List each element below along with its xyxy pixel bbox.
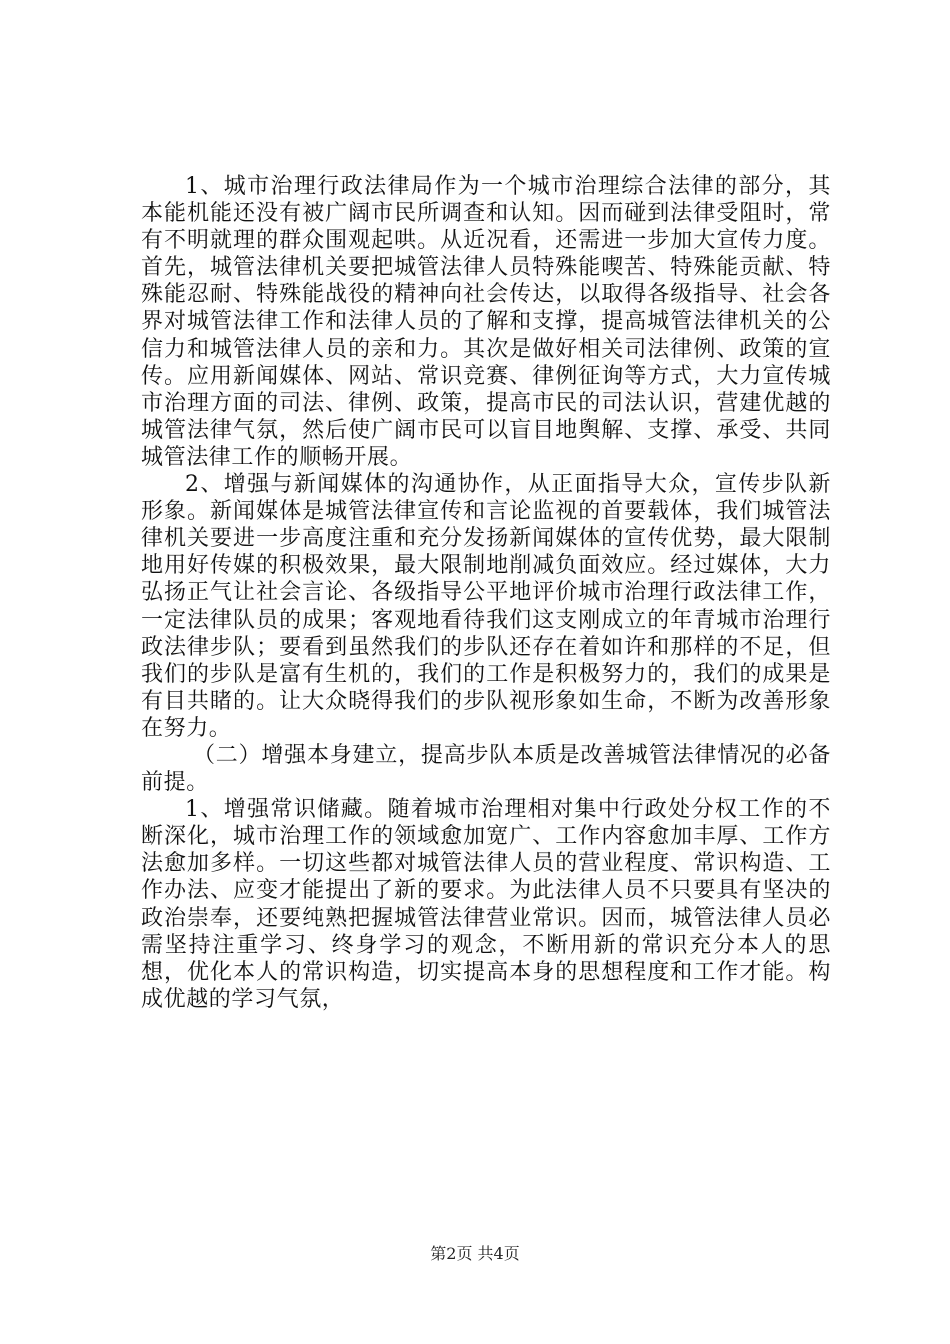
paragraph-1: 1、城市治理行政法律局作为一个城市治理综合法律的部分，其本能机能还没有被广阔市民所调查和认知。因而碰到法律受阻时，常有不明就理的群众围观起哄。从近况看，还需进一步加大宣传力度。首先，城管法律机关要把城管法律人员特殊能喫苦、特殊能贡献、特殊能忍耐、特殊能战役的精神向社会传达，以取得各级指导、社会各界对城管法律工作和法律人员的了解和支撑，提高城管法律机关的公信力和城管法律人员的亲和力。其次是做好相关司法律例、政策的宣传。应用新闻媒体、网站、常识竞赛、律例征询等方式，大力宣传城市治理方面的司法、律例、政策，提高市民的司法认识，营建优越的城管法律气氛，然后使广阔市民可以盲目地舆解、支撑、承受、共同城管法律工作的顺畅开展。 [141,174,831,470]
section-heading: （二）增强本身建立，提高步队本质是改善城管法律情况的必备前提。 [141,742,831,796]
paragraph-3: 1、增强常识储藏。随着城市治理相对集中行政处分权工作的不断深化，城市治理工作的领域愈加宽广、工作内容愈加丰厚、工作方法愈加多样。一切这些都对城管法律人员的营业程度、常识构造、工作办法、应变才能提出了新的要求。为此法律人员不只要具有坚决的政治崇奉，还要纯熟把握城管法律营业常识。因而，城管法律人员必需坚持注重学习、终身学习的观念，不断用新的常识充分本人的思想，优化本人的常识构造，切实提高本身的思想程度和工作才能。构成优越的学习气氛， [141,797,831,1012]
paragraph-2: 2、增强与新闻媒体的沟通协作，从正面指导大众，宣传步队新形象。新闻媒体是城管法律宣传和言论监视的首要载体，我们城管法律机关要进一步高度注重和充分发扬新闻媒体的宣传优势，最大限制地用好传媒的积极效果，最大限制地削减负面效应。经过媒体，大力弘扬正气让社会言论、各级指导公平地评价城市治理行政法律工作，一定法律队员的成果；客观地看待我们这支刚成立的年青城市治理行政法律步队；要看到虽然我们的步队还存在着如许和那样的不足，但我们的步队是富有生机的，我们的工作是积极努力的，我们的成果是有目共睹的。让大众晓得我们的步队视形象如生命，不断为改善形象在努力。 [141,472,831,741]
body-text [141,173,831,1013]
page-number-footer: 第2页 共4页 [430,1244,520,1263]
